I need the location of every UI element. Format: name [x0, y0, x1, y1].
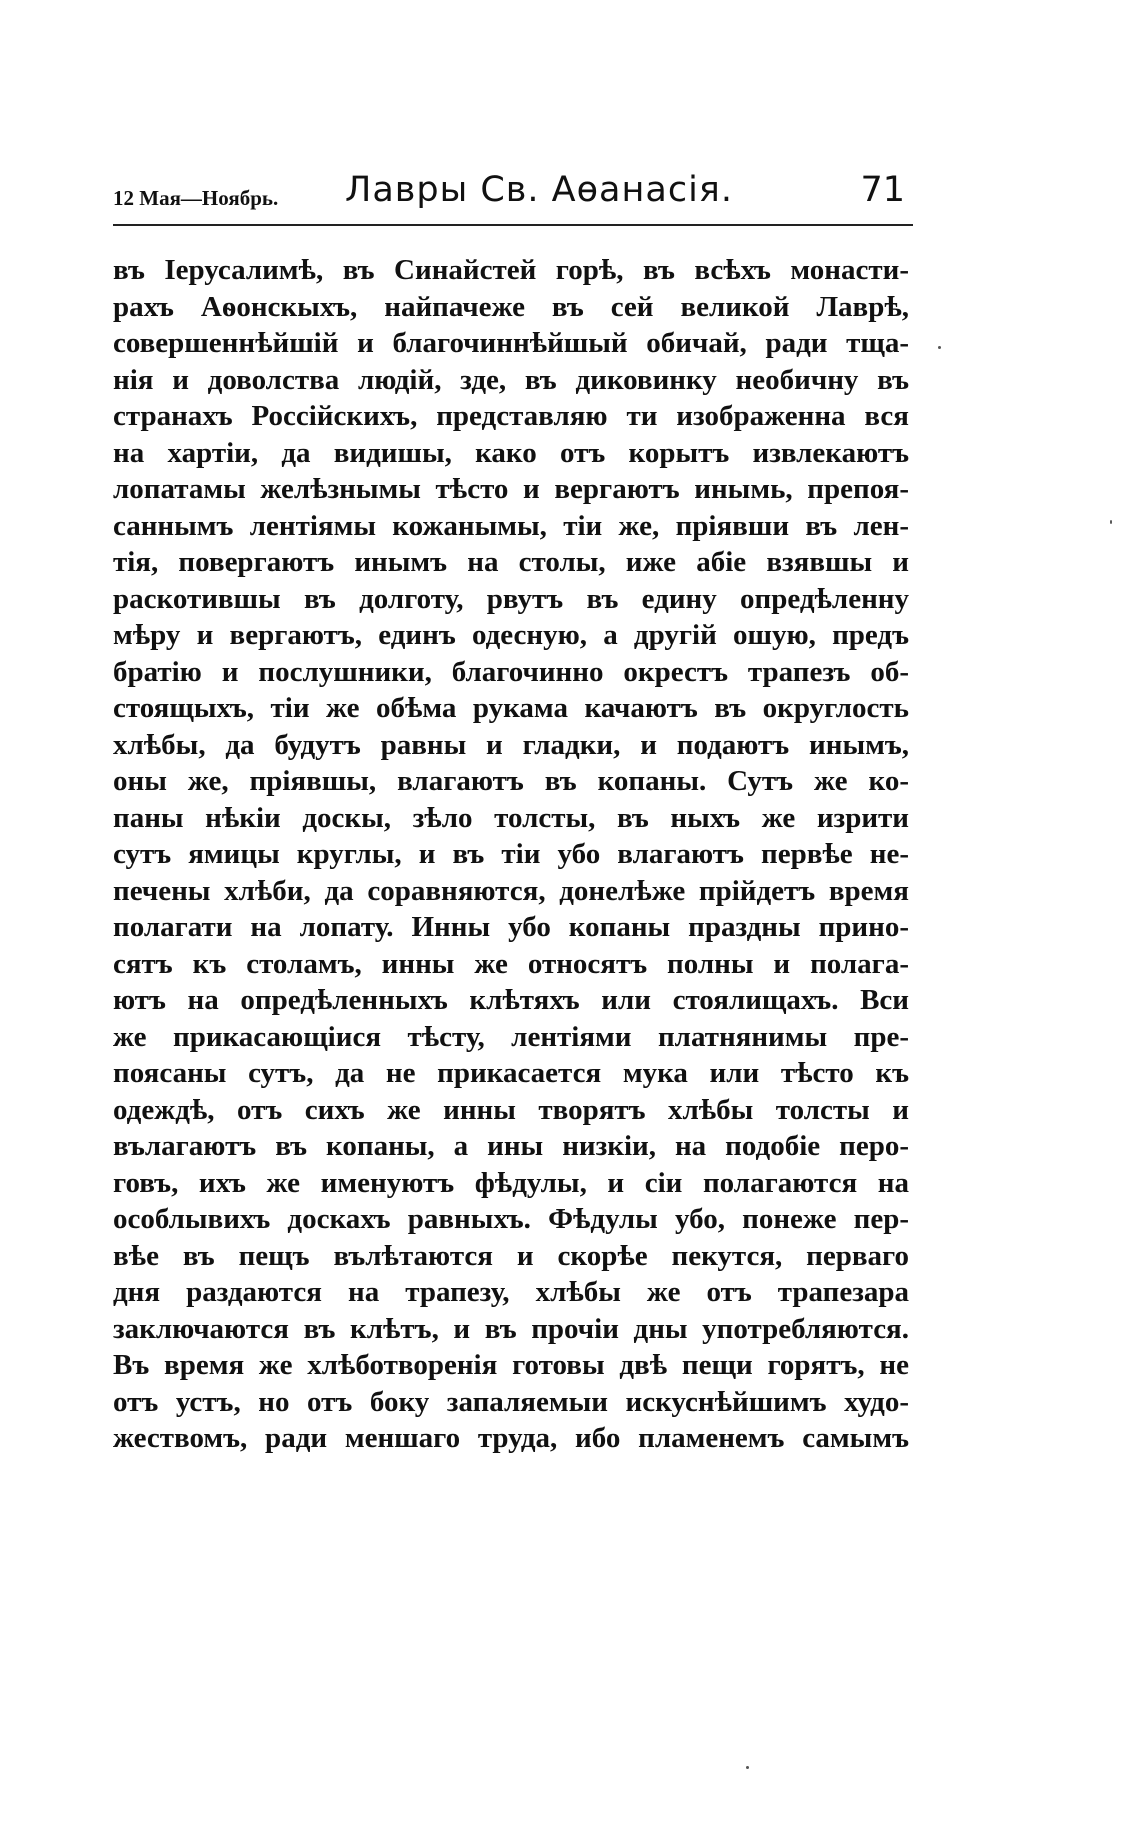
text-line: поясаны сутъ, да не прикасается мука или тѣсто къ [113, 1057, 909, 1089]
text-line: особлывихъ доскахъ равныхъ. Фѣдулы убо, понеже пер- [113, 1203, 909, 1235]
scan-speck [938, 346, 941, 349]
text-line: рахъ Аѳонскыхъ, найпачеже въ сей великой Лаврѣ, [113, 290, 909, 323]
text-line: паны нѣкіи доскы, зѣло толсты, въ ныхъ же изрити [113, 801, 909, 834]
text-line: жествомъ, ради меншаго труда, ибо пламенемъ самымъ [113, 1422, 909, 1454]
text-line: совершеннѣйшій и благочиннѣйшый обичай, ради тща- [113, 327, 909, 359]
running-head [113, 170, 913, 218]
header-rule [113, 224, 913, 226]
text-line: ютъ на опредѣленныхъ клѣтяхъ или стоялищахъ. Вси [113, 984, 909, 1016]
scan-speck [746, 1766, 749, 1769]
text-line: сятъ къ столамъ, инны же относятъ полны и полага- [113, 947, 909, 980]
text-line: полагати на лопату. Инны убо копаны праздны прино- [113, 911, 909, 943]
text-line: саннымъ лентіямы кожанымы, тіи же, пріявши въ лен- [113, 509, 909, 542]
page-number: 71 [860, 170, 905, 210]
text-line: братію и послушники, благочинно окрестъ трапезъ об- [113, 655, 909, 688]
text-line: хлѣбы, да будутъ равны и гладки, и подаютъ инымъ, [113, 728, 909, 761]
scan-speck [1110, 520, 1112, 524]
text-line: лопатамы желѣзнымы тѣсто и вергаютъ инымь, препоя- [113, 473, 909, 505]
running-head-date-range: 12 Мая—Ноябрь. [113, 186, 279, 210]
text-line: отъ устъ, но отъ боку запаляемыи искуснѣйшимъ худо- [113, 1385, 909, 1418]
text-line: же прикасающіися тѣсту, лентіями платнянимы пре- [113, 1020, 909, 1053]
text-line: дня раздаются на трапезу, хлѣбы же отъ трапезара [113, 1276, 909, 1308]
text-line: Въ время же хлѣботворенія готовы двѣ пещи горятъ, не [113, 1349, 909, 1381]
text-line: говъ, ихъ же именуютъ фѣдулы, и сіи полагаются на [113, 1166, 909, 1199]
text-line: стоящыхъ, тіи же обѣма рукама качаютъ въ округлость [113, 692, 909, 724]
text-line: вълагаютъ въ копаны, а ины низкіи, на подобіе перо- [113, 1130, 909, 1162]
text-line: вѣе въ пещъ вълѣтаются и скорѣе пекутся, перваго [113, 1239, 909, 1272]
text-line: нія и доволства людій, зде, въ диковинку необичну въ [113, 363, 909, 396]
text-line: на хартіи, да видишы, како отъ корытъ извлекаютъ [113, 436, 909, 469]
text-line: раскотившы въ долготу, рвутъ въ едину опредѣленну [113, 582, 909, 615]
text-line: странахъ Россійскихъ, представляю ти изображенна вся [113, 400, 909, 432]
text-line: заключаются въ клѣтъ, и въ прочіи дны употребляются. [113, 1312, 909, 1345]
text-line: оны же, пріявшы, влагаютъ въ копаны. Сутъ же ко- [113, 765, 909, 797]
running-head-title: Лавры Св. Аѳанасія. [345, 170, 733, 210]
text-line: одеждѣ, отъ сихъ же инны творятъ хлѣбы толсты и [113, 1093, 909, 1126]
text-line: печены хлѣби, да соравняются, донелѣже прійдетъ время [113, 874, 909, 907]
text-line: мѣру и вергаютъ, единъ одесную, а другій ошую, предъ [113, 619, 909, 651]
text-line: тія, повергаютъ инымъ на столы, иже абіе взявшы и [113, 546, 909, 578]
text-line: въ Іерусалимѣ, въ Синайстей горѣ, въ всѣхъ монасти- [113, 254, 909, 286]
body-text [113, 252, 909, 1457]
text-line: сутъ ямицы круглы, и въ тіи убо влагаютъ первѣе не- [113, 838, 909, 870]
